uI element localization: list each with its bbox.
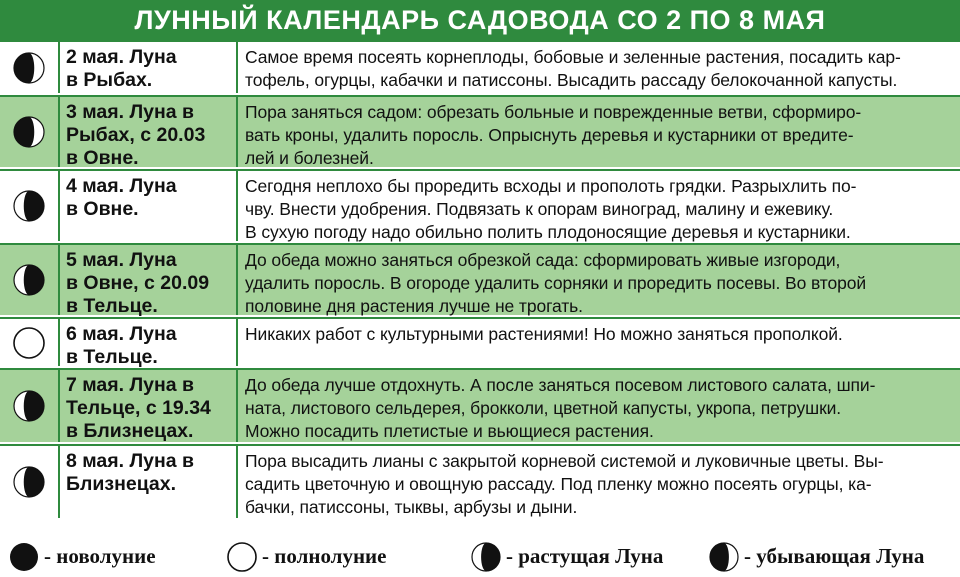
row-date: 3 мая. Луна в Рыбах, с 20.03 в Овне. — [60, 97, 238, 167]
row-text: Пора заняться садом: обрезать больные и поврежденные ветви, сформиро- вать кроны, удалить поросль. Опрыснуть деревья и кустарники от вредите- лей и болезней. — [245, 102, 862, 168]
row-date: 5 мая. Луна в Овне, с 20.09 в Тельце. — [60, 245, 238, 315]
waning-moon-icon — [708, 541, 744, 573]
waxing-moon-icon — [470, 541, 506, 573]
table-row — [0, 444, 960, 520]
row-text: Сегодня неплохо бы проредить всходы и прополоть грядки. Разрыхлить по- чву. Внести удобрения. Подвязать к опорам виноград, малину и ежевику. В сухую погоду надо обильно полить плодоносящие деревья и кустарники. — [245, 176, 857, 242]
row-text: Пора высадить лианы с закрытой корневой системой и луковичные цветы. Вы- садить цветочную и овощную рассаду. Под пленку можно посеять огурцы, ка- бачки, патиссоны, тыквы, арбузы и дыни. — [245, 451, 884, 517]
legend-label: - растущая Луна — [506, 544, 664, 568]
waxing-moon-icon — [0, 446, 60, 518]
full-moon-icon — [226, 541, 262, 573]
waxing-moon-icon — [0, 370, 60, 442]
row-date: 6 мая. Луна в Тельце. — [60, 319, 238, 366]
table-row — [0, 169, 960, 243]
table-row — [0, 95, 960, 169]
waxing-moon-icon — [0, 245, 60, 315]
row-text: До обеда можно заняться обрезкой сада: сформировать живые изгороди, удалить поросль. В огороде удалить сорняки и проредить посевы. Во второй половине дня растения лучше не трогать. — [245, 250, 867, 316]
legend-item — [708, 541, 924, 573]
legend-item — [470, 541, 663, 573]
row-text: До обеда лучше отдохнуть. А после заняться посевом листового салата, шпи- ната, листового сельдерея, брокколи, цветной капусты, укропа, петрушки. Можно посадить плетистые и вьющиеся растения. — [245, 375, 876, 441]
legend — [0, 536, 960, 577]
waxing-moon-icon — [0, 171, 60, 241]
table-row — [0, 317, 960, 368]
new-moon-icon — [8, 541, 44, 573]
waning-moon-icon — [0, 97, 60, 167]
table-row — [0, 243, 960, 317]
waning-moon-icon — [0, 42, 60, 93]
table-row — [0, 368, 960, 444]
legend-label: - полнолуние — [262, 544, 387, 568]
row-text: Никаких работ с культурными растениями! Но можно заняться прополкой. — [245, 324, 843, 344]
legend-label: - убывающая Луна — [744, 544, 925, 568]
row-date: 8 мая. Луна в Близнецах. — [60, 446, 238, 518]
legend-item — [226, 541, 386, 573]
page-title: ЛУННЫЙ КАЛЕНДАРЬ САДОВОДА СО 2 ПО 8 МАЯ — [0, 0, 960, 40]
row-text: Самое время посеять корнеплоды, бобовые и зеленные растения, посадить кар- тофель, огурцы, кабачки и патиссоны. Высадить рассаду белокочанной капусты. — [245, 47, 901, 90]
calendar-table — [0, 40, 960, 520]
table-row — [0, 40, 960, 95]
row-date: 4 мая. Луна в Овне. — [60, 171, 238, 241]
row-date: 7 мая. Луна в Тельце, с 19.34 в Близнецах. — [60, 370, 238, 442]
legend-item — [8, 541, 156, 573]
row-date: 2 мая. Луна в Рыбах. — [60, 42, 238, 93]
full-moon-icon — [0, 319, 60, 366]
legend-label: - новолуние — [44, 544, 156, 568]
